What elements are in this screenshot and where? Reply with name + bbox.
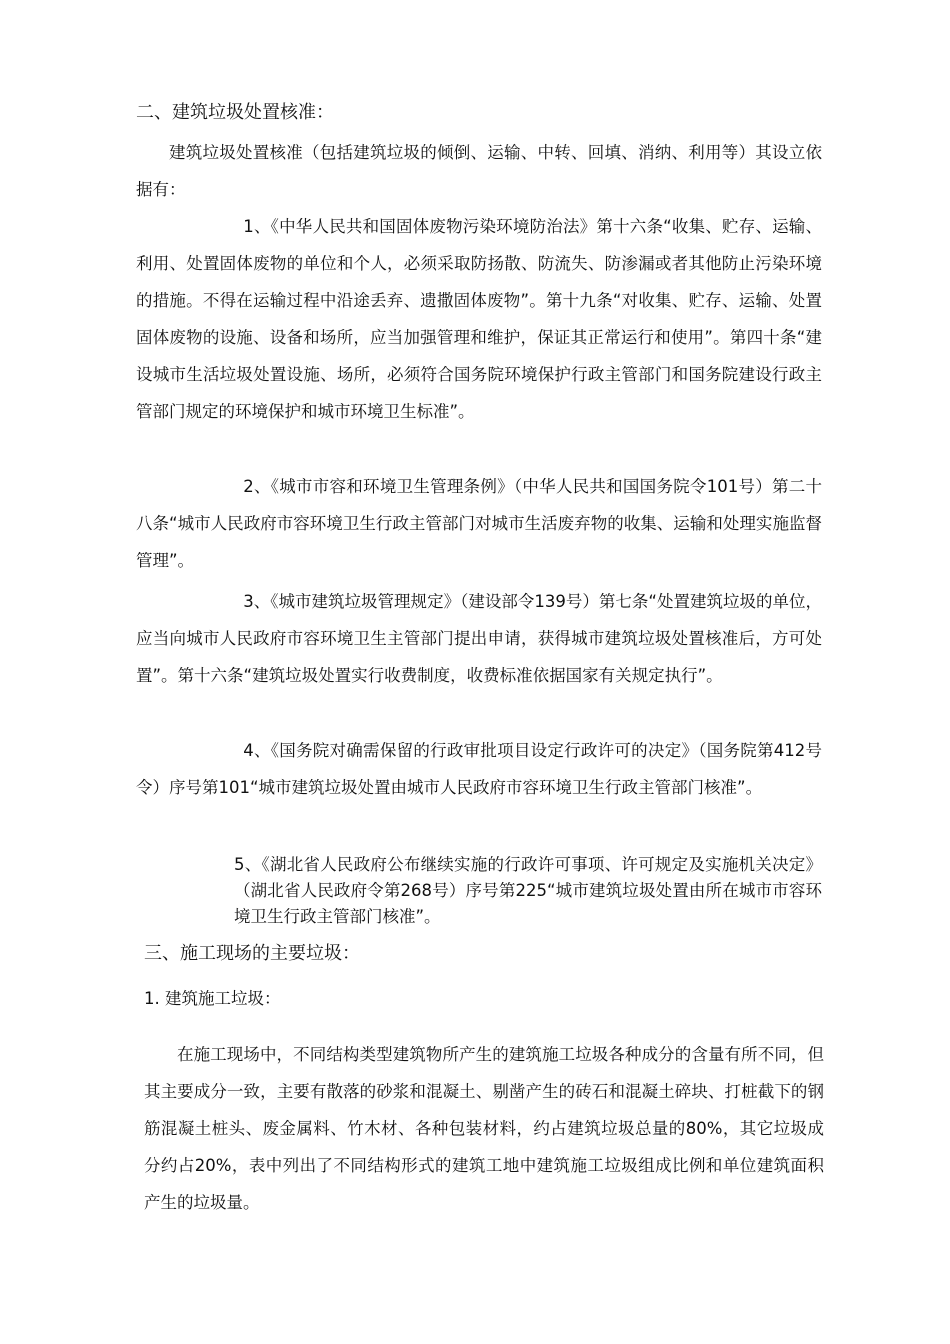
legal-basis-item-5: 5、《湖北省人民政府公布继续实施的行政许可事项、许可规定及实施机关决定》（湖北省人民政府令第268号）序号第225“城市建筑垃圾处置由所在城市市容环境卫生行政主管部门核准”。 [234,855,822,926]
construction-waste-paragraph: 在施工现场中，不同结构类型建筑物所产生的建筑施工垃圾各种成分的含量有所不同，但其主要成分一致，主要有散落的砂浆和混凝土、剔凿产生的砖石和混凝土碎块、打桩截下的钢筋混凝土桩头、废金属料、竹木材、各种包装材料，约占建筑垃圾总量的80%，其它垃圾成分约占20%，表中列出了不同结构形式的建筑工地中建筑施工垃圾组成比例和单位建筑面积产生的垃圾量。 [144,1045,824,1212]
legal-basis-item-4: 4、《国务院对确需保留的行政审批项目设定行政许可的决定》（国务院第412号令）序号第101“城市建筑垃圾处置由城市人民政府市容环境卫生行政主管部门核准”。 [136,741,822,797]
legal-basis-item-2: 2、《城市市容和环境卫生管理条例》（中华人民共和国国务院令101号）第二十八条“城市人民政府市容环境卫生行政主管部门对城市生活废弃物的收集、运输和处理实施监督管理”。 [136,477,822,570]
legal-basis-item-3: 3、《城市建筑垃圾管理规定》（建设部令139号）第七条“处置建筑垃圾的单位，应当向城市人民政府市容环境卫生主管部门提出申请，获得城市建筑垃圾处置核准后，方可处置”。第十六条“建筑垃圾处置实行收费制度，收费标准依据国家有关规定执行”。 [136,592,822,685]
legal-basis-item-1: 1、《中华人民共和国固体废物污染环境防治法》第十六条“收集、贮存、运输、利用、处置固体废物的单位和个人，必须采取防扬散、防流失、防渗漏或者其他防止污染环境的措施。不得在运输过程中沿途丢弃、遗撒固体废物”。第十九条“对收集、贮存、运输、处置固体废物的设施、设备和场所，应当加强管理和维护，保证其正常运行和使用”。第四十条“建设城市生活垃圾处置设施、场所，必须符合国务院环境保护行政主管部门和国务院建设行政主管部门规定的环境保护和城市环境卫生标准”。 [136,217,822,421]
construction-waste-subheading: 1. 建筑施工垃圾： [144,989,281,1008]
section-two-intro: 建筑垃圾处置核准（包括建筑垃圾的倾倒、运输、中转、回填、消纳、利用等）其设立依据有： [136,143,822,199]
section-two-heading: 二、建筑垃圾处置核准： [136,102,334,123]
section-three-heading: 三、施工现场的主要垃圾： [144,943,360,964]
